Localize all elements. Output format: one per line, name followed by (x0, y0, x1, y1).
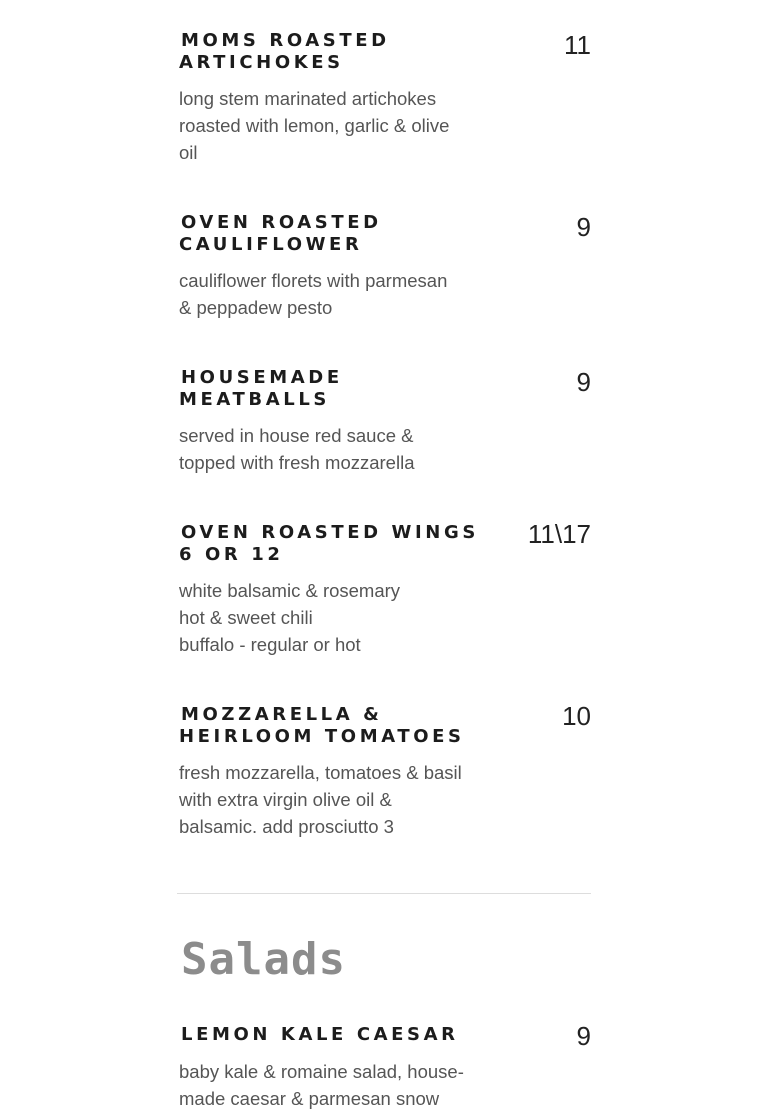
description-line: hot & sweet chili (179, 607, 313, 628)
item-description (179, 577, 479, 658)
item-name: LEMON KALE CAESAR (181, 1024, 459, 1045)
item-price: 10 (562, 701, 591, 731)
item-name: MOZZARELLA & HEIRLOOM TOMATOES (179, 704, 465, 747)
description-line: oil (179, 142, 198, 163)
description-line: & peppadew pesto (179, 297, 333, 318)
menu-item-cauliflower (179, 212, 591, 321)
description-line: baby kale & romaine salad, house- (179, 1061, 464, 1082)
description-line: served in house red sauce & (179, 425, 414, 446)
item-price: 9 (576, 1021, 591, 1051)
description-line: buffalo - regular or hot (179, 634, 361, 655)
item-description (179, 1058, 479, 1112)
item-description (179, 85, 479, 166)
menu-item-artichokes (179, 30, 591, 166)
description-line: roasted with lemon, garlic & olive (179, 115, 450, 136)
description-line: white balsamic & rosemary (179, 580, 401, 601)
description-line: long stem marinated artichokes (179, 88, 437, 109)
menu-item-lemon-kale-caesar (179, 1021, 591, 1112)
item-price: 11 (564, 30, 591, 60)
menu-item-meatballs (179, 367, 591, 476)
item-price: 11\17 (527, 519, 591, 549)
description-line: topped with fresh mozzarella (179, 452, 415, 473)
item-name: OVEN ROASTED WINGS 6 OR 12 (179, 522, 479, 565)
menu-item-mozzarella (179, 701, 591, 840)
item-description (179, 267, 479, 321)
description-line: made caesar & parmesan snow (179, 1088, 440, 1109)
section-title-salads: Salads (181, 934, 346, 985)
description-line: with extra virgin olive oil & (179, 789, 392, 810)
description-line: cauliflower florets with parmesan (179, 270, 448, 291)
section-divider (177, 893, 591, 894)
item-description (179, 422, 479, 476)
item-name: MOMS ROASTED ARTICHOKES (179, 30, 390, 73)
item-name: OVEN ROASTED CAULIFLOWER (179, 212, 382, 255)
item-price: 9 (576, 367, 591, 397)
description-line: balsamic. add prosciutto 3 (179, 816, 394, 837)
menu-item-wings (179, 519, 591, 658)
item-price: 9 (576, 212, 591, 242)
item-name: HOUSEMADE MEATBALLS (179, 367, 343, 410)
item-description (179, 759, 479, 840)
description-line: fresh mozzarella, tomatoes & basil (179, 762, 462, 783)
